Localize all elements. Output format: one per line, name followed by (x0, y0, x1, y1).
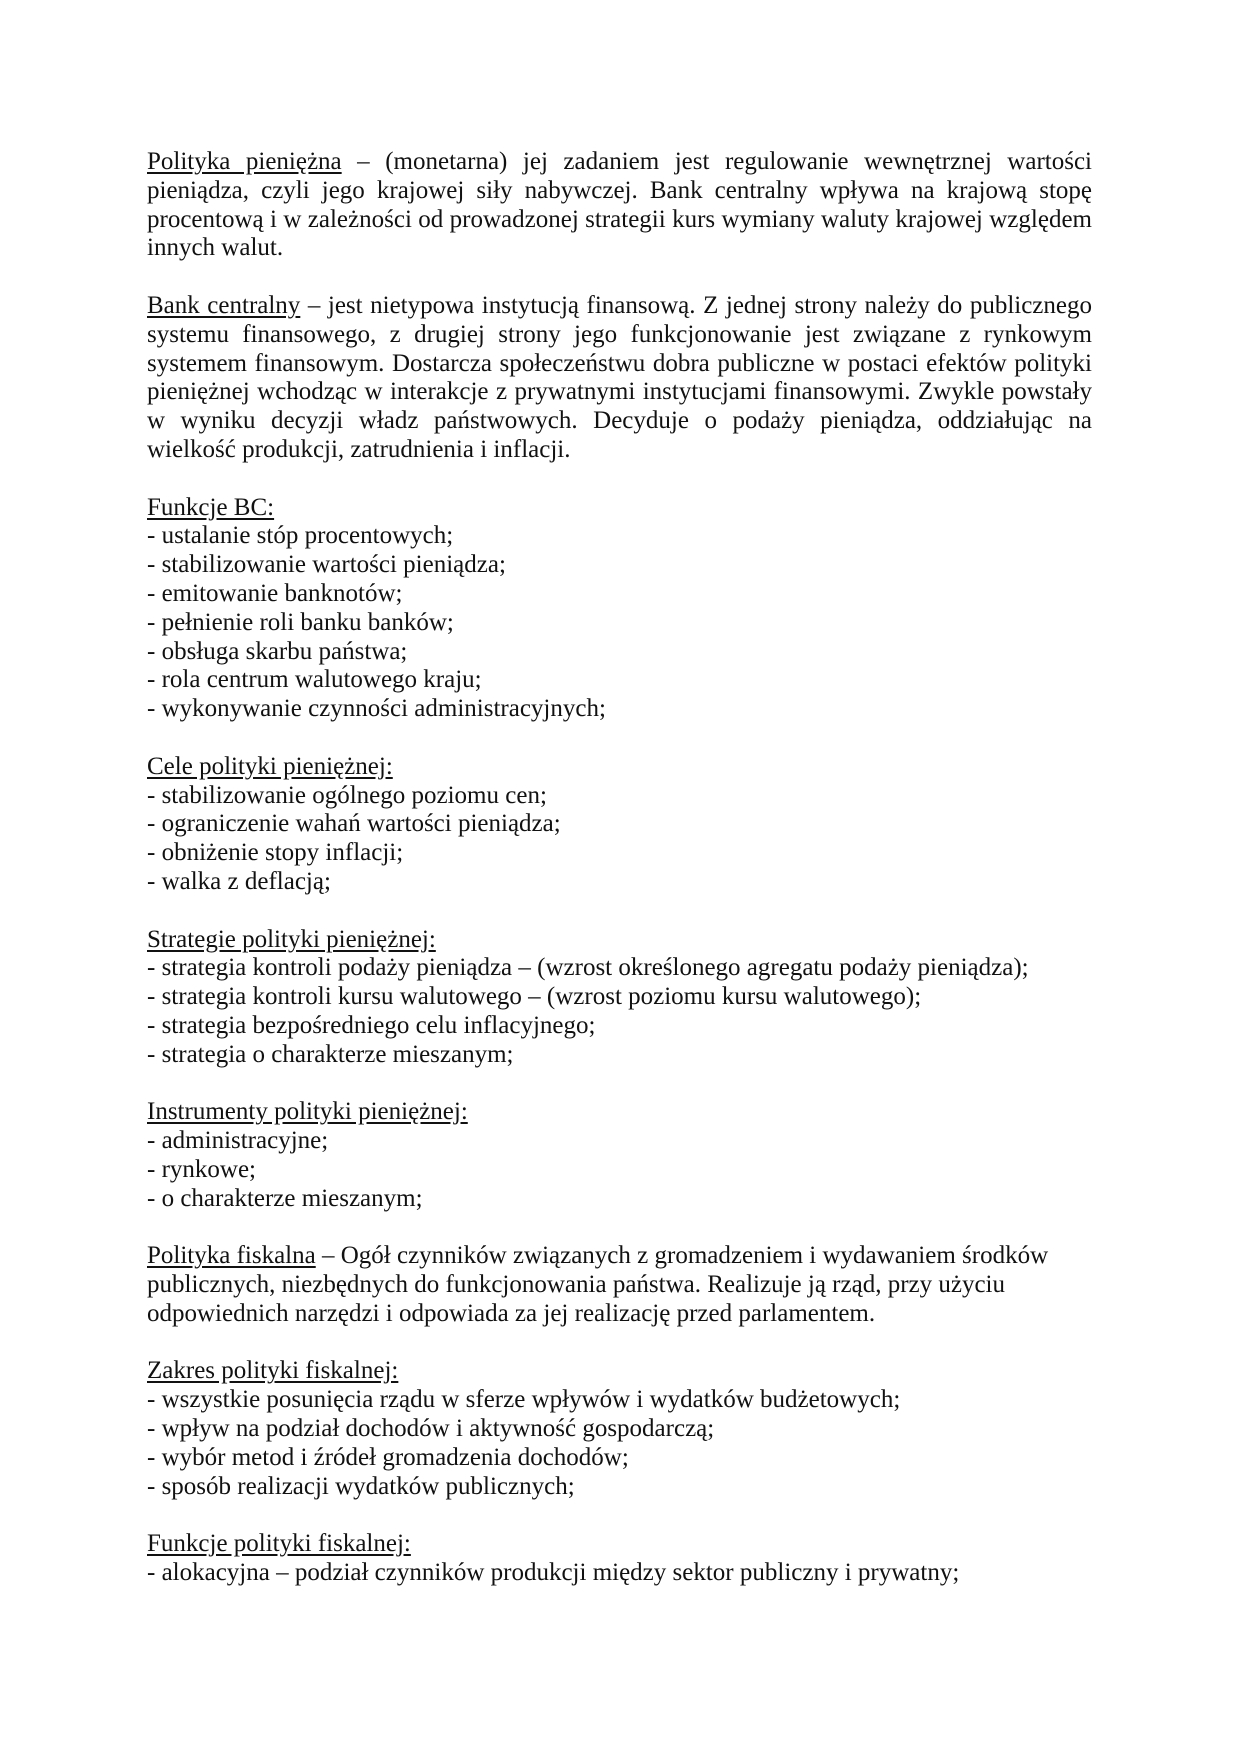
section-heading: Instrumenty polityki pieniężnej: (147, 1098, 468, 1126)
term-polityka-fiskalna: Polityka fiskalna (147, 1242, 316, 1270)
spacer (147, 1070, 1092, 1099)
list-item: - obsługa skarbu państwa; (147, 637, 408, 665)
text-line: w wyniku decyzji władz państwowych. Decyduje o podaży pieniądza, oddziałując na (147, 407, 1092, 435)
section-heading: Cele polityki pieniężnej: (147, 752, 393, 780)
list-item: - rynkowe; (147, 1155, 256, 1183)
text-line: pieniądza, czyli jego krajowej siły nabywczej. Bank centralny wpływa na krajową stopę (147, 176, 1092, 204)
list-item: - ustalanie stóp procentowych; (147, 522, 454, 550)
section-heading: Zakres polityki fiskalnej: (147, 1357, 399, 1385)
list-item: - wykonywanie czynności administracyjnych; (147, 695, 606, 723)
text-line: wielkość produkcji, zatrudnienia i inflacji. (147, 435, 571, 463)
list-item: - strategia bezpośredniego celu inflacyjnego; (147, 1011, 596, 1039)
list-item: - administracyjne; (147, 1127, 329, 1155)
list-zakres (147, 1357, 1092, 1501)
section-heading: Funkcje polityki fiskalnej: (147, 1530, 411, 1558)
section-heading: Strategie polityki pieniężnej: (147, 925, 436, 953)
list-item: - alokacyjna – podział czynników produkcji między sektor publiczny i prywatny; (147, 1559, 960, 1587)
list-cele (147, 753, 1092, 897)
text-line: systemem finansowym. Dostarcza społeczeństwu dobra publiczne w postaci efektów polityki (147, 349, 1092, 377)
text-line: publicznych, niezbędnych do funkcjonowania państwa. Realizuje ją rząd, przy użyciu (147, 1271, 1006, 1299)
list-item: - stabilizowanie wartości pieniądza; (147, 551, 506, 579)
text-line: odpowiednich narzędzi i odpowiada za jej realizację przed parlamentem. (147, 1299, 876, 1327)
list-item: - obniżenie stopy inflacji; (147, 839, 404, 867)
list-item: - stabilizowanie ogólnego poziomu cen; (147, 781, 547, 809)
spacer (147, 263, 1092, 292)
paragraph-bank-centralny (147, 292, 1092, 465)
spacer (147, 1501, 1092, 1530)
text-span: – (monetarna) jej zadaniem jest regulowanie wewnętrznej wartości (341, 148, 1092, 175)
list-item: - ograniczenie wahań wartości pieniądza; (147, 810, 561, 838)
list-funkcje-bc (147, 494, 1092, 724)
text-line: innych walut. (147, 234, 284, 262)
spacer (147, 1329, 1092, 1358)
list-item: - wybór metod i źródeł gromadzenia dochodów; (147, 1443, 629, 1471)
term-bank-centralny: Bank centralny (147, 291, 301, 319)
paragraph-polityka-pieniezna (147, 148, 1092, 263)
list-item: - o charakterze mieszanym; (147, 1184, 423, 1212)
list-funkcje-fiskalne (147, 1530, 1092, 1588)
list-item: - strategia o charakterze mieszanym; (147, 1040, 514, 1068)
spacer (147, 465, 1092, 494)
list-strategie (147, 926, 1092, 1070)
document-page (147, 148, 1092, 1588)
paragraph-polityka-fiskalna (147, 1242, 1092, 1328)
list-item: - wszystkie posunięcia rządu w sferze wpływów i wydatków budżetowych; (147, 1386, 901, 1414)
list-item: - strategia kontroli kursu walutowego – (wzrost poziomu kursu walutowego); (147, 983, 922, 1011)
list-item: - wpływ na podział dochodów i aktywność gospodarczą; (147, 1415, 715, 1443)
text-line: systemu finansowego, z drugiej strony jego funkcjonowanie jest związane z rynkowym (147, 320, 1092, 348)
spacer (147, 1213, 1092, 1242)
text-line: pieniężnej wchodząc w interakcje z prywatnymi instytucjami finansowymi. Zwykle powstały (147, 378, 1092, 406)
list-item: - sposób realizacji wydatków publicznych; (147, 1472, 575, 1500)
term-polityka-pieniezna: Polityka pieniężna (147, 148, 342, 175)
text-line (147, 148, 1092, 177)
list-item: - walka z deflacją; (147, 867, 331, 895)
spacer (147, 897, 1092, 926)
list-item: - strategia kontroli podaży pieniądza – (wzrost określonego agregatu podaży pieniądza); (147, 954, 1029, 982)
list-instrumenty (147, 1098, 1092, 1213)
section-heading: Funkcje BC: (147, 493, 275, 521)
text-line: procentową i w zależności od prowadzonej strategii kurs wymiany waluty krajowej względem (147, 205, 1092, 233)
text-line (147, 1242, 1092, 1271)
text-line (147, 292, 1092, 321)
list-item: - rola centrum walutowego kraju; (147, 666, 482, 694)
text-span: – Ogół czynników związanych z gromadzeniem i wydawaniem środków (315, 1242, 1049, 1270)
text-span: – jest nietypowa instytucją finansową. Z jednej strony należy do publicznego (300, 291, 1092, 319)
list-item: - emitowanie banknotów; (147, 579, 403, 607)
spacer (147, 724, 1092, 753)
list-item: - pełnienie roli banku banków; (147, 608, 454, 636)
